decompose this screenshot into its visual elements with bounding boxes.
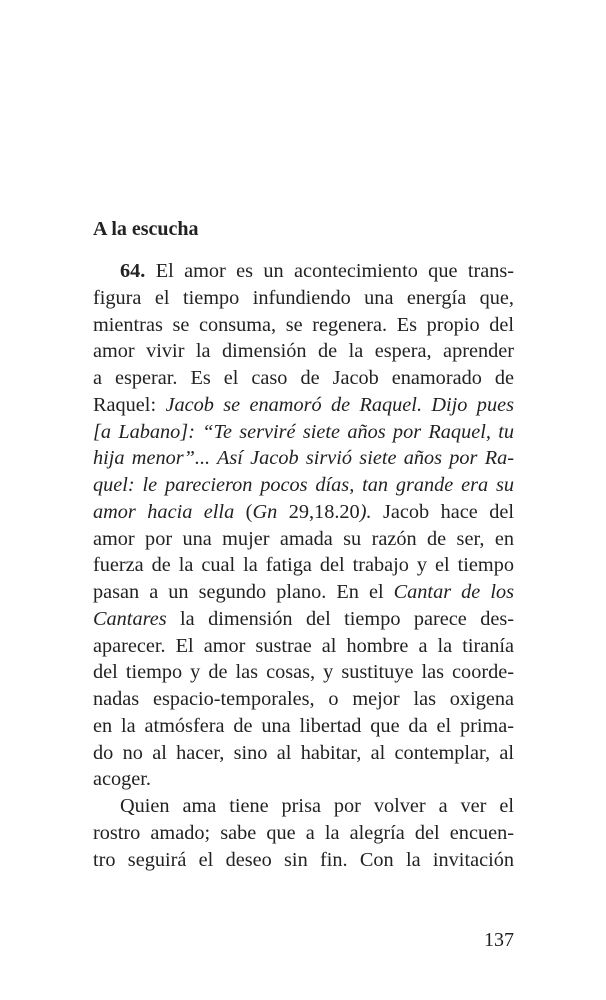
text-segment: la dimensión del tiempo parece des-: [166, 607, 514, 630]
italic-text: amor hacia ella: [93, 500, 235, 523]
text-line: [93, 793, 514, 820]
body-text: [93, 258, 514, 873]
line-content: [93, 472, 514, 499]
text-line: [93, 633, 514, 660]
line-content: [93, 633, 514, 660]
text-segment: figura el tiempo infundiendo una energía que,: [93, 286, 514, 309]
line-content: [93, 445, 514, 472]
italic-text: Jacob se enamoró de Raquel. Dijo pues: [165, 393, 514, 416]
line-content: [93, 579, 514, 606]
text-segment: amor por una mujer amada su razón de ser, en: [93, 527, 514, 550]
text-line: [93, 338, 514, 365]
text-segment: pasan a un segundo plano. En el: [93, 581, 394, 603]
section-heading: A la escucha: [93, 218, 199, 240]
text-segment: (: [234, 500, 253, 523]
text-line: [93, 740, 514, 767]
text-line: [93, 285, 514, 312]
text-segment: nadas espacio-temporales, o mejor las oxigena: [93, 688, 514, 710]
text-segment: Jacob hace del: [371, 500, 514, 523]
line-content: [93, 606, 514, 633]
text-segment: mientras se consuma, se regenera. Es propio del: [93, 313, 514, 336]
text-line: [93, 686, 514, 713]
text-segment: 29,18.20: [277, 500, 360, 523]
italic-text: Cantares: [93, 607, 167, 630]
paragraph-number: 64.: [120, 260, 146, 282]
text-segment: rostro amado; sabe que a la alegría del encuen-: [93, 821, 514, 844]
line-content: [93, 820, 514, 847]
italic-text: Gn: [252, 500, 278, 523]
line-content: [120, 258, 514, 285]
text-line: [93, 713, 514, 740]
text-segment: El amor es un acontecimiento que trans-: [145, 260, 514, 282]
text-line: [93, 258, 514, 285]
text-line: [93, 392, 514, 419]
text-segment: tro seguirá el deseo sin fin. Con la invitación: [93, 848, 514, 871]
page-number: 137: [484, 929, 514, 951]
line-content: [93, 338, 514, 365]
line-content: [120, 793, 514, 820]
line-content: [93, 499, 514, 526]
line-content: [93, 526, 514, 553]
text-line: [93, 499, 514, 526]
line-content: [93, 740, 514, 767]
line-content: [93, 285, 514, 312]
text-segment: do no al hacer, sino al habitar, al contemplar, al: [93, 741, 514, 764]
text-segment: aparecer. El amor sustrae al hombre a la tiranía: [93, 634, 514, 657]
line-content: [93, 659, 514, 686]
italic-text: hija menor”... Así Jacob sirvió siete años por Ra-: [93, 447, 514, 470]
line-content: [93, 847, 514, 874]
text-line: [93, 312, 514, 339]
text-line: [93, 820, 514, 847]
line-content: [93, 312, 514, 339]
text-line: [93, 445, 514, 472]
text-line: [93, 526, 514, 553]
line-content: [93, 686, 514, 713]
text-segment: acoger.: [93, 768, 151, 791]
text-segment: Quien ama tiene prisa por volver a ver el: [120, 795, 514, 817]
text-segment: Raquel:: [93, 393, 166, 416]
text-segment: en la atmósfera de una libertad que da el prima-: [93, 714, 514, 737]
line-content: [93, 766, 514, 793]
line-content: [93, 392, 514, 419]
text-segment: fuerza de la cual la fatiga del trabajo y el tiempo: [93, 554, 514, 577]
italic-text: Cantar de los: [393, 581, 514, 603]
text-line: [93, 419, 514, 446]
text-line: [93, 659, 514, 686]
text-line: [93, 847, 514, 874]
text-line: [93, 365, 514, 392]
line-content: [93, 419, 514, 446]
line-content: [93, 713, 514, 740]
text-line: [93, 579, 514, 606]
italic-text: [a Labano]: “Te serviré siete años por Raquel, tu: [93, 420, 514, 443]
text-segment: a esperar. Es el caso de Jacob enamorado de: [93, 367, 514, 389]
line-content: [93, 365, 514, 392]
text-segment: amor vivir la dimensión de la espera, aprender: [93, 340, 514, 363]
italic-text: quel: le parecieron pocos días, tan grande era su: [93, 474, 514, 496]
text-line: [93, 606, 514, 633]
line-content: [93, 552, 514, 579]
text-line: [93, 472, 514, 499]
text-line: [93, 552, 514, 579]
italic-text: ).: [359, 500, 372, 523]
text-line: [93, 766, 514, 793]
text-segment: del tiempo y de las cosas, y sustituye las coorde-: [93, 661, 514, 684]
